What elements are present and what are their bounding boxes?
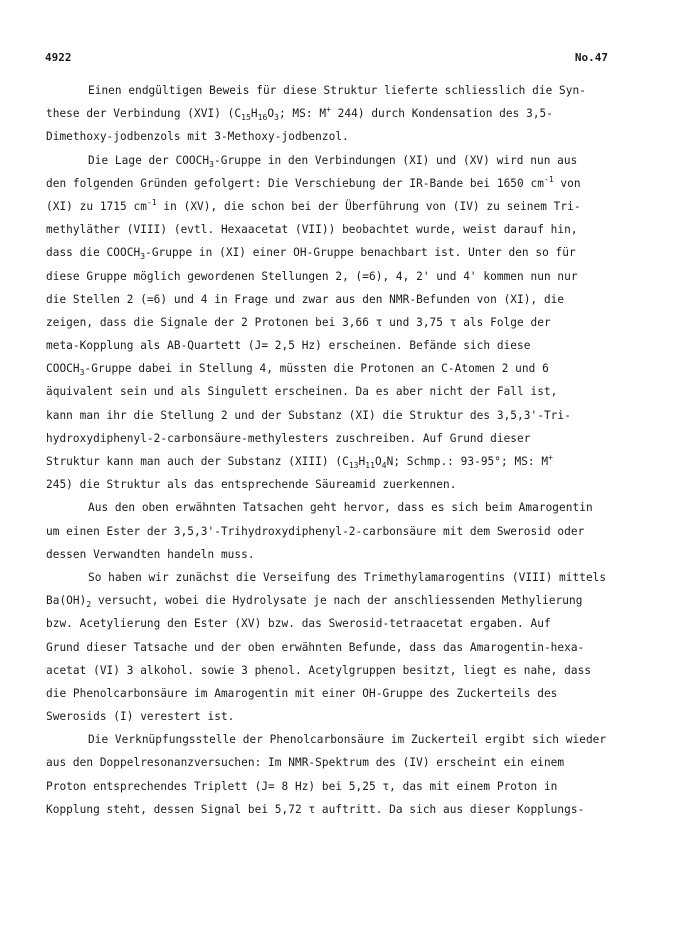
text-line: die Phenolcarbonsäure im Amarogentin mit einer OH-Gruppe des Zuckerteils des	[46, 686, 558, 700]
text-line: Proton entsprechendes Triplett (J= 8 Hz) bei 5,25 τ, das mit einem Proton in	[46, 779, 558, 793]
text-line: $Ba(OH)_2$ versucht, wobei die Hydrolysate je nach der anschliessenden Methylierung	[46, 594, 583, 610]
text-line: Die Lage der $COOCH_3$-Gruppe in den Verbindungen (XI) und (XV) wird nun aus	[88, 153, 578, 169]
page-number: 4922	[45, 51, 72, 64]
text-line: acetat (VI) 3 alkohol. sowie 3 phenol. Acetylgruppen besitzt, liegt es nahe, dass	[46, 663, 592, 677]
text-line: Swerosids (I) verestert ist.	[46, 710, 235, 724]
text-line: diese Gruppe möglich gewordenen Stellungen 2, (=6), 4, 2' und 4' kommen nun nur	[46, 269, 578, 283]
text-line: these der Verbindung (XVI) ($C_{15}H_{16}O_3$; MS: M+ 244) durch Kondensation des 3,5-	[46, 105, 554, 123]
body-text	[46, 79, 646, 821]
text-line: um einen Ester der 3,5,3'-Trihydroxydiphenyl-2-carbonsäure mit dem Swerosid oder	[46, 524, 585, 538]
text-line: aus den Doppelresonanzversuchen: Im NMR-Spektrum des (IV) erscheint ein einem	[46, 756, 565, 770]
text-line: hydroxydiphenyl-2-carbonsäure-methylesters zuschreiben. Auf Grund dieser	[46, 431, 531, 445]
text-line: Einen endgültigen Beweis für diese Struktur lieferte schliesslich die Syn-	[88, 84, 586, 97]
text-line: (XI) zu 1715 $cm^{-1}$ in (XV), die schon bei der Überführung von (IV) zu seinem Tri-	[46, 197, 581, 213]
text-line: zeigen, dass die Signale der 2 Protonen bei 3,66 τ und 3,75 τ als Folge der	[46, 315, 551, 329]
text-line: die Stellen 2 (=6) und 4 in Frage und zwar aus den NMR-Befunden von (XI), die	[46, 292, 565, 306]
text-line: Aus den oben erwähnten Tatsachen geht hervor, dass es sich beim Amarogentin	[88, 501, 593, 515]
text-line: den folgenden Gründen gefolgert: Die Verschiebung der IR-Bande bei 1650 $cm^{-1}$ von	[46, 174, 581, 190]
text-line: meta-Kopplung als AB-Quartett (J= 2,5 Hz) erscheinen. Befände sich diese	[46, 339, 531, 353]
text-line: Kopplung steht, dessen Signal bei 5,72 τ auftritt. Da sich aus dieser Kopplungs-	[46, 802, 585, 816]
text-line: bzw. Acetylierung den Ester (XV) bzw. das Swerosid-tetraacetat ergaben. Auf	[46, 617, 551, 631]
text-line: Dimethoxy-jodbenzols mit 3-Methoxy-jodbenzol.	[46, 130, 349, 144]
text-line: $COOCH_3$-Gruppe dabei in Stellung 4, müssten die Protonen an C-Atomen 2 und 6	[46, 362, 549, 378]
journal-issue: No.47	[574, 51, 608, 64]
text-line: Struktur kann man auch der Substanz (XIII) ($C_{13}H_{11}O_4N$; Schmp.: 93-95°; MS: M+	[46, 453, 553, 470]
text-line: kann man ihr die Stellung 2 und der Substanz (XI) die Struktur des 3,5,3'-Tri-	[46, 408, 571, 422]
text-line: methyläther (VIII) (evtl. Hexaacetat (VII)) beobachtet wurde, weist darauf hin,	[46, 223, 578, 237]
text-line: So haben wir zunächst die Verseifung des Trimethylamarogentins (VIII) mittels	[88, 570, 607, 584]
text-line: 245) die Struktur als das entsprechende Säureamid zuerkennen.	[46, 478, 457, 492]
text-line: Die Verknüpfungsstelle der Phenolcarbonsäure im Zuckerteil ergibt sich wieder	[88, 733, 607, 747]
text-line: dass die $COOCH_3$-Gruppe in (XI) einer OH-Gruppe benachbart ist. Unter den so für	[46, 246, 576, 262]
text-line: äquivalent sein und als Singulett erscheinen. Da es aber nicht der Fall ist,	[46, 385, 558, 399]
text-line: Grund dieser Tatsache und der oben erwähnten Befunde, dass das Amarogentin-hexa-	[46, 640, 585, 654]
text-line: dessen Verwandten handeln muss.	[46, 547, 255, 561]
